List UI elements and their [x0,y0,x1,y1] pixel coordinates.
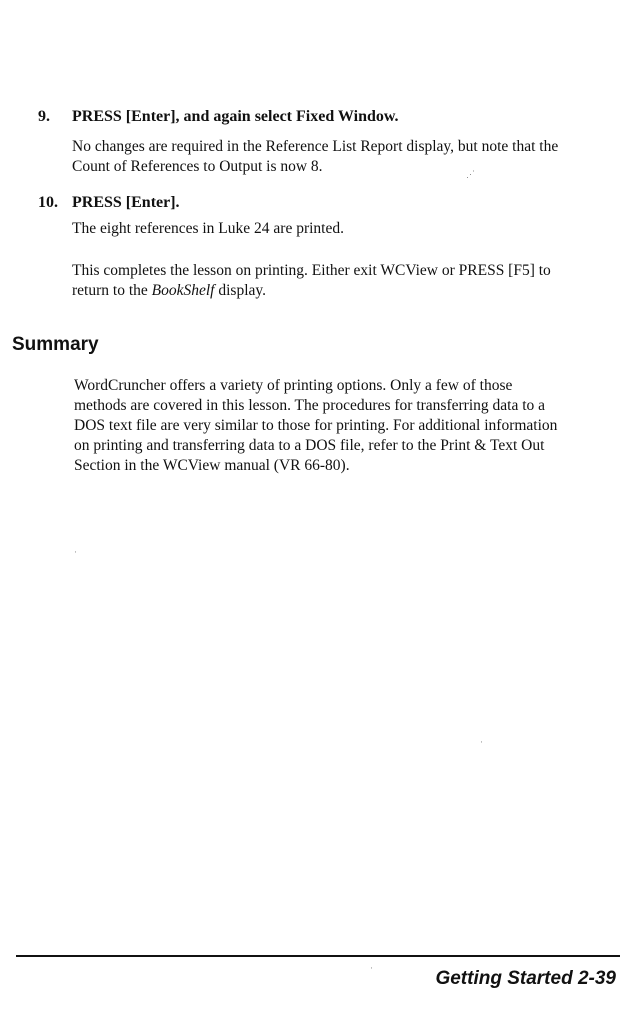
text-line: This completes the lesson on printing. Either exit WCView or PRESS [F5] to [72,262,551,279]
text-line: on printing and transferring data to a DOS file, refer to the Print & Text Out [74,437,545,454]
text-line: methods are covered in this lesson. The procedures for transferring data to a [74,397,546,414]
text-line: No changes are required in the Reference List Report display, but note that the [72,138,559,155]
step-10-description [72,219,618,239]
text-line: Section in the WCView manual (VR 66-80). [74,457,350,474]
bookshelf-emphasis: BookShelf [151,282,215,299]
closing-paragraph [72,261,622,301]
scan-speck: · [480,737,483,747]
step-9-heading [38,107,618,127]
step-instruction: PRESS [Enter], and again select Fixed Window. [72,108,399,125]
scan-speck: · [370,963,373,973]
step-10 [38,193,618,239]
scan-speck: ⋰ [466,169,475,179]
text-line: DOS text file are very similar to those for printing. For additional information [74,417,558,434]
summary-paragraph [74,376,619,476]
summary-heading: Summary [12,334,99,355]
step-number: 10. [38,194,58,211]
text-line: WordCruncher offers a variety of printing options. Only a few of those [74,377,513,394]
step-9-description [72,137,618,177]
step-10-heading [38,193,618,213]
text-line: The eight references in Luke 24 are printed. [72,220,344,237]
footer-rule [16,955,620,957]
text-line: Count of References to Output is now 8. [72,158,323,175]
step-number: 9. [38,108,50,125]
step-9 [38,107,618,177]
page-footer: Getting Started 2-39 [435,968,616,989]
step-instruction: PRESS [Enter]. [72,194,180,211]
scan-speck: · [74,547,77,557]
text-line: return to the BookShelf display. [72,282,267,299]
